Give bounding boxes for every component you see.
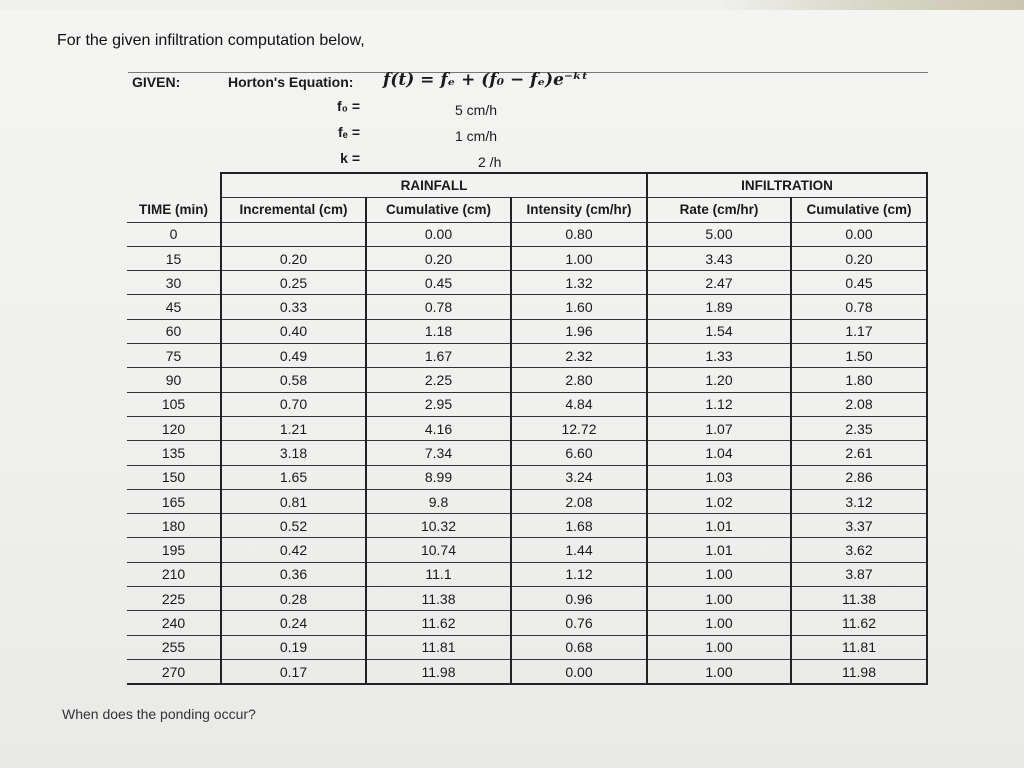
cell-intensity: 2.32	[511, 344, 647, 368]
cell-cumulative-rain: 11.38	[366, 587, 511, 611]
cell-intensity: 12.72	[511, 416, 647, 440]
table-row	[127, 562, 927, 586]
cell-rate: 1.01	[647, 538, 791, 562]
table-row	[127, 514, 927, 538]
cell-cumulative-rain: 2.25	[366, 368, 511, 392]
cell-cumulative-rain: 11.62	[366, 611, 511, 635]
table-row	[127, 441, 927, 465]
cell-cumulative-rain: 10.32	[366, 514, 511, 538]
cell-intensity: 0.76	[511, 611, 647, 635]
table-row	[127, 659, 927, 684]
table-row	[127, 538, 927, 562]
cell-incremental: 0.49	[221, 344, 366, 368]
cell-incremental: 3.18	[221, 441, 366, 465]
cell-intensity: 1.96	[511, 319, 647, 343]
cell-intensity: 1.44	[511, 538, 647, 562]
cell-rate: 1.00	[647, 659, 791, 684]
table-row	[127, 222, 927, 246]
col-header-time: TIME (min)	[127, 198, 221, 222]
cell-time: 195	[127, 538, 221, 562]
cell-intensity: 1.60	[511, 295, 647, 319]
table-row	[127, 392, 927, 416]
cell-intensity: 1.12	[511, 562, 647, 586]
cell-incremental: 0.24	[221, 611, 366, 635]
cell-rate: 1.20	[647, 368, 791, 392]
cell-time: 165	[127, 489, 221, 513]
cell-intensity: 2.08	[511, 489, 647, 513]
cell-rate: 2.47	[647, 271, 791, 295]
table-row	[127, 489, 927, 513]
cell-incremental: 0.25	[221, 271, 366, 295]
cell-incremental	[221, 222, 366, 246]
cell-time: 255	[127, 635, 221, 659]
table-body	[127, 222, 927, 684]
cell-rate: 3.43	[647, 246, 791, 270]
cell-time: 150	[127, 465, 221, 489]
cell-intensity: 1.32	[511, 271, 647, 295]
cell-cumulative-infil: 3.37	[791, 514, 927, 538]
table-row	[127, 635, 927, 659]
cell-intensity: 6.60	[511, 441, 647, 465]
col-header-cumulative-infil: Cumulative (cm)	[791, 198, 927, 222]
cell-cumulative-infil: 3.87	[791, 562, 927, 586]
col-header-rate: Rate (cm/hr)	[647, 198, 791, 222]
group-header-blank	[127, 173, 221, 198]
cell-incremental: 1.65	[221, 465, 366, 489]
cell-cumulative-rain: 10.74	[366, 538, 511, 562]
cell-cumulative-rain: 11.1	[366, 562, 511, 586]
param-k-value: 2 /h	[478, 154, 502, 170]
cell-intensity: 0.96	[511, 587, 647, 611]
cell-time: 120	[127, 416, 221, 440]
cell-cumulative-rain: 2.95	[366, 392, 511, 416]
equation-label: Horton's Equation:	[228, 74, 354, 90]
cell-time: 180	[127, 514, 221, 538]
ponding-question: When does the ponding occur?	[62, 706, 256, 722]
cell-rate: 1.00	[647, 635, 791, 659]
cell-time: 75	[127, 344, 221, 368]
cell-time: 135	[127, 441, 221, 465]
cell-incremental: 0.28	[221, 587, 366, 611]
cell-incremental: 0.36	[221, 562, 366, 586]
cell-time: 270	[127, 659, 221, 684]
cell-intensity: 1.68	[511, 514, 647, 538]
table-row	[127, 319, 927, 343]
cell-incremental: 0.42	[221, 538, 366, 562]
cell-incremental: 0.20	[221, 246, 366, 270]
cell-rate: 1.03	[647, 465, 791, 489]
cell-time: 105	[127, 392, 221, 416]
infiltration-header: INFILTRATION	[647, 173, 927, 198]
cell-cumulative-rain: 0.45	[366, 271, 511, 295]
cell-rate: 1.12	[647, 392, 791, 416]
cell-rate: 1.00	[647, 611, 791, 635]
cell-rate: 1.04	[647, 441, 791, 465]
cell-rate: 1.02	[647, 489, 791, 513]
cell-cumulative-infil: 11.98	[791, 659, 927, 684]
cell-intensity: 1.00	[511, 246, 647, 270]
cell-cumulative-infil: 3.62	[791, 538, 927, 562]
cell-cumulative-infil: 2.08	[791, 392, 927, 416]
column-header-row	[127, 198, 927, 222]
cell-rate: 5.00	[647, 222, 791, 246]
cell-rate: 1.54	[647, 319, 791, 343]
cell-cumulative-infil: 1.17	[791, 319, 927, 343]
cell-incremental: 0.70	[221, 392, 366, 416]
cell-intensity: 0.68	[511, 635, 647, 659]
cell-cumulative-infil: 1.80	[791, 368, 927, 392]
cell-cumulative-infil: 2.86	[791, 465, 927, 489]
table-row	[127, 587, 927, 611]
cell-cumulative-infil: 11.81	[791, 635, 927, 659]
cell-cumulative-rain: 8.99	[366, 465, 511, 489]
cell-intensity: 3.24	[511, 465, 647, 489]
table-row	[127, 368, 927, 392]
cell-time: 45	[127, 295, 221, 319]
cell-cumulative-infil: 0.20	[791, 246, 927, 270]
infiltration-table	[127, 172, 928, 685]
cell-cumulative-rain: 1.18	[366, 319, 511, 343]
cell-incremental: 0.40	[221, 319, 366, 343]
cell-cumulative-rain: 11.81	[366, 635, 511, 659]
col-header-intensity: Intensity (cm/hr)	[511, 198, 647, 222]
cell-rate: 1.01	[647, 514, 791, 538]
cell-time: 60	[127, 319, 221, 343]
cell-time: 15	[127, 246, 221, 270]
cell-cumulative-infil: 2.61	[791, 441, 927, 465]
cell-cumulative-rain: 0.78	[366, 295, 511, 319]
cell-intensity: 4.84	[511, 392, 647, 416]
param-k-name: k =	[340, 150, 360, 166]
param-f0-name: f₀ =	[336, 98, 360, 114]
table-row	[127, 295, 927, 319]
cell-cumulative-rain: 4.16	[366, 416, 511, 440]
param-fc-name: fₑ =	[338, 124, 360, 140]
cell-intensity: 0.80	[511, 222, 647, 246]
cell-incremental: 0.52	[221, 514, 366, 538]
table-row	[127, 465, 927, 489]
col-header-incremental: Incremental (cm)	[221, 198, 366, 222]
cell-rate: 1.00	[647, 587, 791, 611]
top-strip	[0, 0, 1024, 10]
cell-cumulative-infil: 0.45	[791, 271, 927, 295]
cell-intensity: 0.00	[511, 659, 647, 684]
cell-cumulative-infil: 3.12	[791, 489, 927, 513]
cell-incremental: 0.58	[221, 368, 366, 392]
cell-cumulative-rain: 0.20	[366, 246, 511, 270]
cell-cumulative-rain: 0.00	[366, 222, 511, 246]
rainfall-header: RAINFALL	[221, 173, 647, 198]
cell-incremental: 0.81	[221, 489, 366, 513]
horton-equation: f(t) = fₑ + (f₀ − fₑ)e⁻ᵏᵗ	[383, 70, 589, 90]
cell-incremental: 0.19	[221, 635, 366, 659]
cell-cumulative-infil: 0.78	[791, 295, 927, 319]
cell-incremental: 1.21	[221, 416, 366, 440]
cell-cumulative-infil: 1.50	[791, 344, 927, 368]
cell-rate: 1.00	[647, 562, 791, 586]
cell-time: 210	[127, 562, 221, 586]
cell-time: 225	[127, 587, 221, 611]
cell-time: 90	[127, 368, 221, 392]
cell-time: 0	[127, 222, 221, 246]
cell-rate: 1.07	[647, 416, 791, 440]
question-text: For the given infiltration computation below,	[57, 32, 365, 49]
table-row	[127, 416, 927, 440]
table-row	[127, 611, 927, 635]
cell-time: 240	[127, 611, 221, 635]
cell-incremental: 0.33	[221, 295, 366, 319]
param-f0-value: 5 cm/h	[455, 102, 498, 118]
param-fc-value: 1 cm/h	[455, 128, 498, 144]
cell-incremental: 0.17	[221, 659, 366, 684]
cell-cumulative-rain: 9.8	[366, 489, 511, 513]
table-row	[127, 271, 927, 295]
cell-rate: 1.89	[647, 295, 791, 319]
cell-cumulative-infil: 11.62	[791, 611, 927, 635]
cell-cumulative-infil: 2.35	[791, 416, 927, 440]
table-row	[127, 246, 927, 270]
cell-cumulative-infil: 11.38	[791, 587, 927, 611]
cell-cumulative-rain: 1.67	[366, 344, 511, 368]
col-header-cumulative-rain: Cumulative (cm)	[366, 198, 511, 222]
cell-rate: 1.33	[647, 344, 791, 368]
cell-cumulative-rain: 11.98	[366, 659, 511, 684]
cell-time: 30	[127, 271, 221, 295]
cell-cumulative-infil: 0.00	[791, 222, 927, 246]
cell-cumulative-rain: 7.34	[366, 441, 511, 465]
given-label: GIVEN:	[132, 74, 181, 90]
cell-intensity: 2.80	[511, 368, 647, 392]
group-header-row	[127, 173, 927, 198]
table-row	[127, 344, 927, 368]
